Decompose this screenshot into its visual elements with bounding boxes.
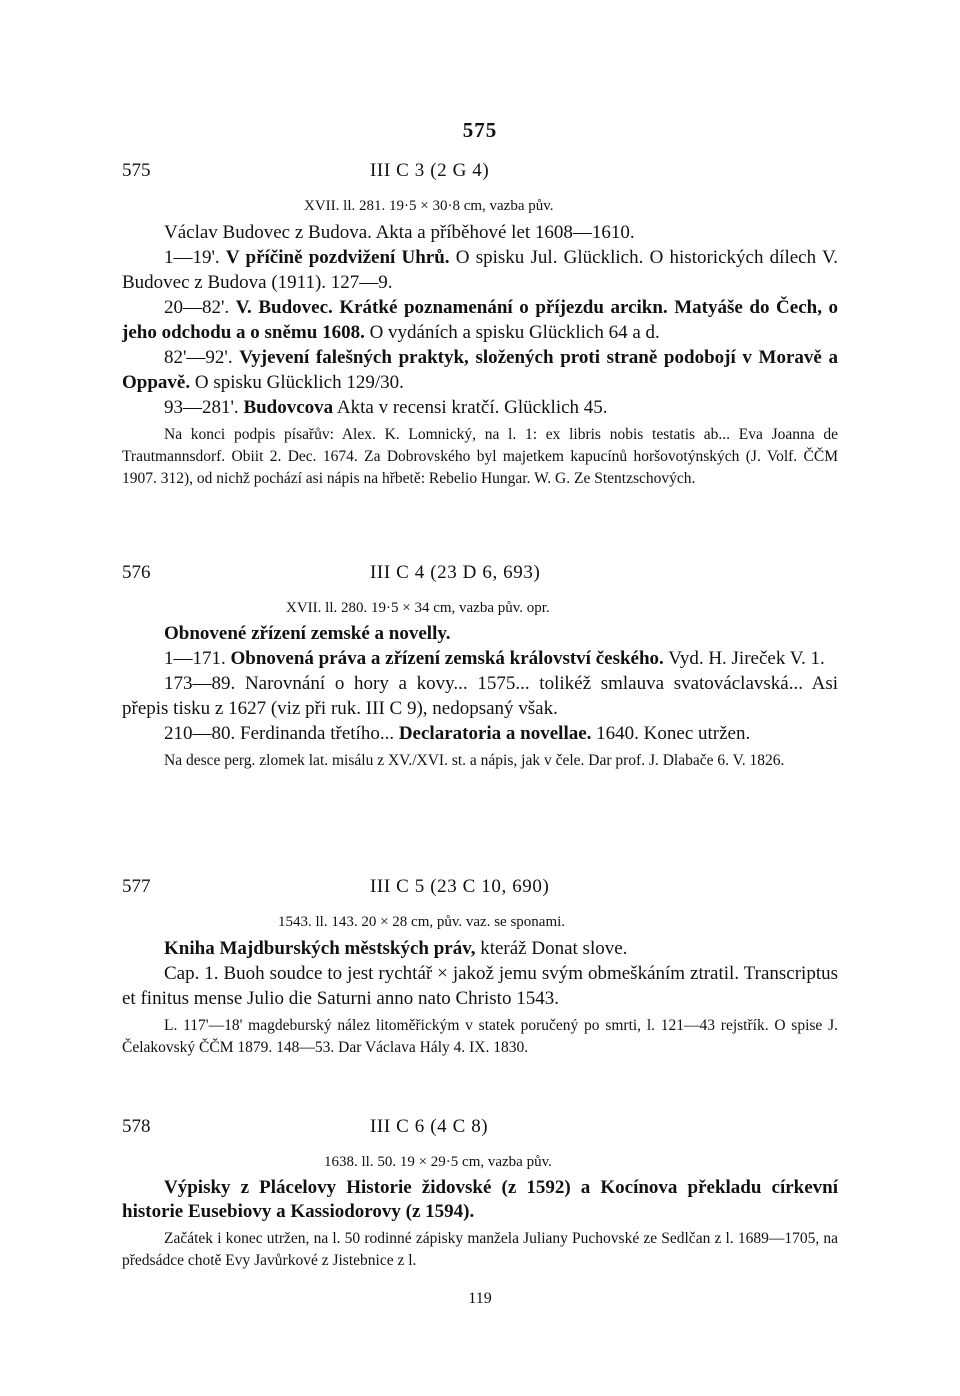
paragraph-text: Narovnání o hory a kovy... 1575... tolikéž smlauva svatováclavská... Asi přepis tisku z 1627 (viz při ruk. III C 9), nedopsaný však. xyxy=(122,673,839,719)
content-paragraph xyxy=(122,671,838,721)
physical-description: XVII. ll. 281. 19·5 × 30·8 cm, vazba pův. xyxy=(304,198,554,214)
shelfmark: III C 3 (2 G 4) xyxy=(370,160,490,181)
manuscript-title xyxy=(122,220,838,245)
work-title: V. Budovec. Krátké poznamenání o příjezdu arcikn. Matyáše do Čech, o jeho odchodu a o sněmu 1608. xyxy=(122,297,839,343)
folio-range: 210—80. xyxy=(164,723,236,744)
paragraph-text: O spisku Jul. Glücklich. O historických dílech V. Budovec z Budova (1911). 127—9. xyxy=(122,247,839,293)
folio-range: 173—89. xyxy=(164,673,236,694)
folio-range: 1—19'. xyxy=(164,247,220,268)
title-text: Kniha Majdburských městských práv, xyxy=(164,938,476,959)
entry-header xyxy=(122,160,838,196)
title-text: slove. xyxy=(582,938,628,959)
content-paragraph xyxy=(122,245,838,295)
entry-header xyxy=(122,876,838,912)
shelfmark: III C 6 (4 C 8) xyxy=(370,1116,489,1137)
catalog-entry-577 xyxy=(122,876,838,1059)
shelfmark: III C 5 (23 C 10, 690) xyxy=(370,876,550,897)
catalog-entry-578 xyxy=(122,1116,838,1272)
manuscript-title: Obnovené zřízení zemské a novelly. xyxy=(164,623,451,644)
paragraph-text: O spisku Glücklich 129/30. xyxy=(194,372,404,393)
entry-note: Na konci podpis písařův: Alex. K. Lomnický, na l. 1: ex libris nobis testatis ab... Eva Joanna de Trautmannsdorf. Obiit 2. Dec. 1674. Za Dobrovského byl majetkem kapucínů horšovotýnských (J. Volf. ČČM 1907. 312), od nichž pochází asi nápis na hřbetě: Rebelio Hungar. W. G. Ze Stentzschových. xyxy=(122,426,838,487)
catalog-entry-575 xyxy=(122,160,838,490)
content-paragraph xyxy=(122,646,838,671)
title-text: Václav Budovec z Budova. Akta a příběhové let 1608—1610. xyxy=(164,222,635,243)
entry-header xyxy=(122,562,838,598)
physical-description: 1543. ll. 143. 20 × 28 cm, pův. vaz. se sponami. xyxy=(278,914,566,930)
folio-range: 20—82'. xyxy=(164,297,230,318)
shelfmark: III C 4 (23 D 6, 693) xyxy=(370,562,541,583)
paragraph-text: O vydáních a spisku Glücklich 64 a d. xyxy=(369,322,660,343)
entry-note: Začátek i konec utržen, na l. 50 rodinné zápisky manžela Juliany Puchovské ze Sedlčan z l. 1689—1705, na předsádce chotě Evy Javůrkové z Jistebnice z l. xyxy=(122,1230,838,1269)
content-paragraph xyxy=(122,295,838,345)
entry-number: 575 xyxy=(122,160,151,181)
paragraph-text: Ferdinanda třetího... xyxy=(240,723,395,744)
folio-range: 82'—92'. xyxy=(164,347,233,368)
entry-number: 576 xyxy=(122,562,151,583)
work-title: V příčině pozdvižení Uhrů. xyxy=(225,247,450,268)
physical-description: XVII. ll. 280. 19·5 × 34 cm, vazba pův. opr. xyxy=(286,600,550,616)
folio-range: 1—171. xyxy=(164,648,226,669)
paragraph-text: Vyd. H. Jireček V. 1. xyxy=(668,648,825,669)
page-number: 119 xyxy=(468,1290,492,1307)
paragraph-text: 1640. Konec utržen. xyxy=(596,723,751,744)
manuscript-title xyxy=(122,936,838,961)
title-text: kteráž Donat xyxy=(480,938,578,959)
folio-range: 93—281'. xyxy=(164,397,239,418)
content-paragraph xyxy=(122,345,838,395)
work-title: Obnovená práva a zřízení zemská království českého. xyxy=(230,648,664,669)
manuscript-title: Výpisky z Plácelovy Historie židovské (z 1592) a Kocínova překladu církevní historie Eusebiovy a Kassiodorovy (z 1594). xyxy=(122,1177,838,1222)
entry-note: Na desce perg. zlomek lat. misálu z XV./XVI. st. a nápis, jak v čele. Dar prof. J. Dlabače 6. V. 1826. xyxy=(164,752,785,769)
entry-number: 578 xyxy=(122,1116,151,1137)
content-paragraph xyxy=(122,721,838,746)
physical-description: 1638. ll. 50. 19 × 29·5 cm, vazba pův. xyxy=(324,1154,552,1170)
work-title: Vyjevení falešných praktyk, složených proti straně podobojí v Moravě a Oppavě. xyxy=(122,347,838,393)
running-head: 575 xyxy=(462,118,498,142)
catalog-entry-576 xyxy=(122,562,838,772)
work-title: Budovcova xyxy=(243,397,334,418)
content-paragraph: Cap. 1. Buoh soudce to jest rychtář × jakož jemu svým obmeškáním ztratil. Transcriptus et finitus mense Julio die Saturni anno nato Christo 1543. xyxy=(122,963,838,1009)
entry-number: 577 xyxy=(122,876,151,897)
entry-note: L. 117'—18' magdeburský nález litoměřickým v statek poručený po smrti, l. 121—43 rejstřík. O spise J. Čelakovský ČČM 1879. 148—53. Dar Václava Hály 4. IX. 1830. xyxy=(122,1017,838,1056)
entry-header xyxy=(122,1116,838,1152)
content-paragraph xyxy=(122,395,838,420)
paragraph-text: Akta v recensi kratčí. Glücklich 45. xyxy=(336,397,608,418)
work-title: Declaratoria a novellae. xyxy=(398,723,592,744)
